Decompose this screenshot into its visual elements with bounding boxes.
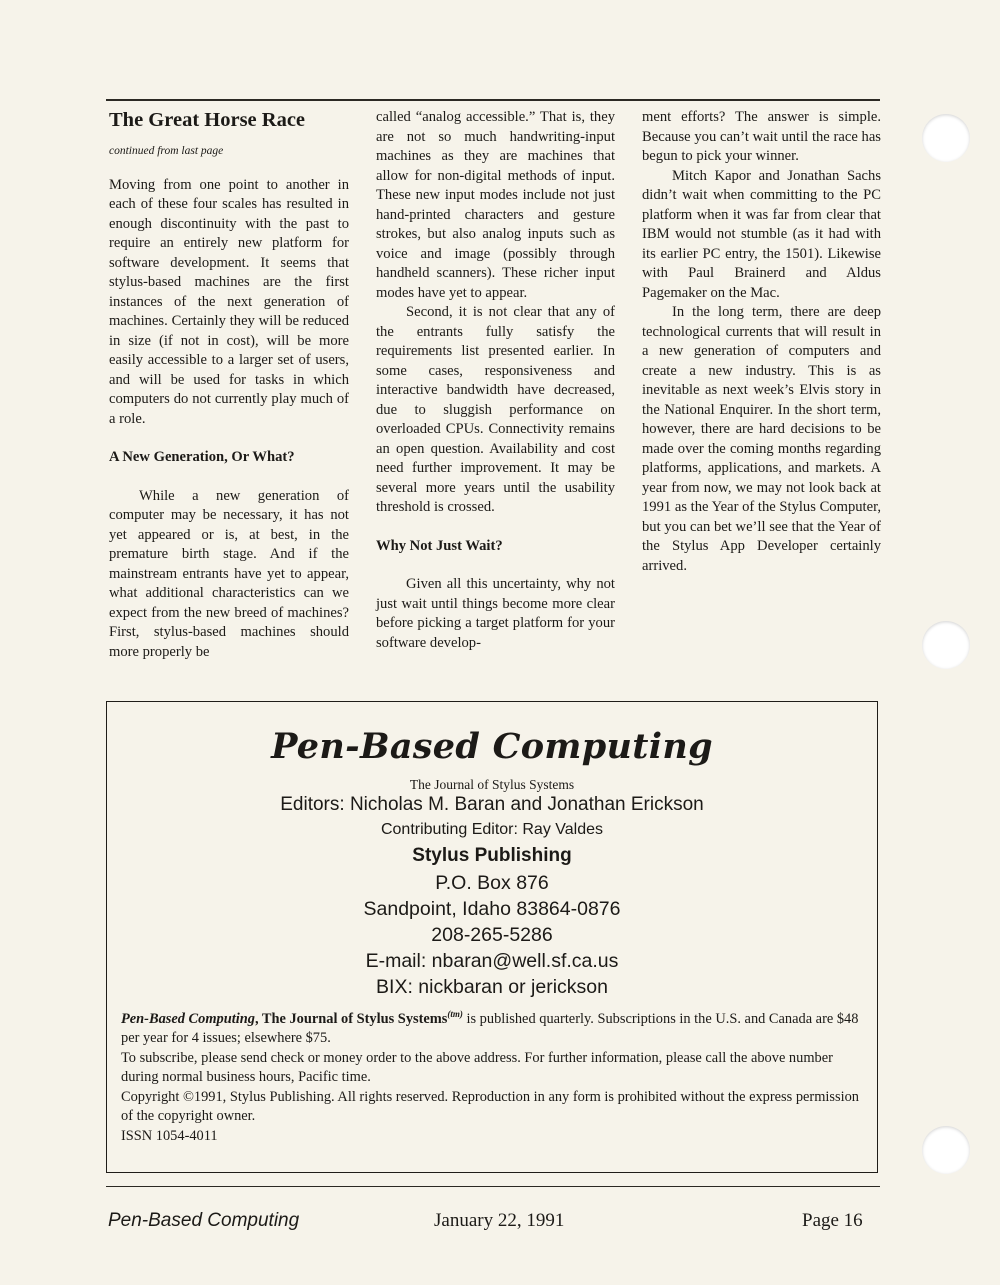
subscription-text: is published quarterly. Subscriptions in the U.S. and Canada are $48 per year for 4 issues; elsewhere $75.	[121, 1010, 859, 1047]
article-title: The Great Horse Race	[109, 109, 306, 131]
trademark-mark: (tm)	[447, 1009, 463, 1019]
paragraph: Mitch Kapor and Jonathan Sachs didn’t wait when committing to the PC platform when it was far from clear that IBM would not stumble (as it had with its earlier PC entry, the 1501). Likewise with Paul Brainerd and Aldus Pagemaker on the Mac.	[642, 167, 881, 301]
column-1	[109, 108, 349, 662]
top-rule	[106, 99, 880, 101]
subscribe-note: To subscribe, please send check or money order to the above address. For further information, please call the above number during normal business hours, Pacific time.	[121, 1049, 833, 1086]
bottom-rule	[106, 1186, 880, 1187]
paragraph: ment efforts? The answer is simple. Because you can’t wait until the race has begun to pick your winner.	[642, 109, 881, 164]
masthead-editors: Editors: Nicholas M. Baran and Jonathan Erickson	[280, 794, 704, 815]
section-heading: A New Generation, Or What?	[109, 449, 295, 465]
masthead-contributing-editor: Contributing Editor: Ray Valdes	[380, 821, 604, 838]
paragraph: called “analog accessible.” That is, they are not so much handwriting-input machines as they are machines that allow for non-digital methods of input. These new input modes include not just hand-printed characters and gesture strokes, but also analog inputs such as voice and image (possibly through handheld scanners). These richer input modes have yet to appear.	[376, 109, 615, 301]
footer-publication: Pen-Based Computing	[108, 1210, 300, 1231]
masthead-email: E-mail: nbaran@well.sf.ca.us	[365, 950, 619, 972]
paragraph: While a new generation of computer may be necessary, it has not yet appeared or is, at best, in the premature birth stage. And if the mainstream entrants have yet to appear, what additional characteristics can we expect from the new breed of machines? First, stylus-based machines should more properly be	[109, 487, 349, 660]
masthead-title: Pen-Based Computing	[271, 726, 713, 767]
paragraph: Moving from one point to another in each of these four scales has resulted in enough discontinuity with the past to require an entirely new platform for software development. It seems that stylus-based machines are the first instances of the next generation of machines. Certainly they will be reduced in size (if not in cost), will be more easily accessible to a larger set of users, and will be used for tasks in which computers do not currently play much of a role.	[109, 176, 349, 427]
column-3	[642, 108, 881, 576]
copyright-note: Copyright ©1991, Stylus Publishing. All rights reserved. Reproduction in any form is prohibited without the express permission of the copyright owner.	[121, 1088, 860, 1125]
subscription-note	[121, 1005, 863, 1049]
paragraph: Second, it is not clear that any of the entrants fully satisfy the requirements list presented earlier. In some cases, responsiveness and interactive bandwidth have decreased, due to sluggish performance on overloaded CPUs. Connectivity remains an open question. Availability and cost need further improvement. It may be several more years until the usability threshold is crossed.	[376, 304, 615, 515]
journal-name: , The Journal of Stylus Systems	[254, 1010, 448, 1027]
masthead-notes	[121, 1005, 863, 1146]
masthead-phone: 208-265-5286	[431, 924, 553, 946]
masthead-city: Sandpoint, Idaho 83864-0876	[363, 898, 621, 920]
binder-hole-middle	[922, 621, 970, 669]
issn: ISSN 1054-4011	[121, 1127, 218, 1144]
footer-date: January 22, 1991	[434, 1210, 565, 1231]
publication-name: Pen-Based Computing	[121, 1010, 255, 1027]
paragraph: In the long term, there are deep technological currents that will result in a new generation of computers and create a new industry. This is as inevitable as next week’s Elvis story in the National Enquirer. In the short term, however, there are hard decisions to be made over the coming months regarding platforms, applications, and markets. A year from now, we may not look back at 1991 as the Year of the Stylus Computer, but you can bet we’ll see that the Year of the Stylus App Developer certainly arrived.	[642, 304, 881, 574]
binder-hole-bottom	[922, 1126, 970, 1174]
column-2	[376, 108, 615, 653]
section-heading: Why Not Just Wait?	[376, 537, 503, 554]
paragraph: Given all this uncertainty, why not just wait until things become more clear before picking a target platform for your software develop-	[376, 576, 615, 651]
masthead-subtitle: The Journal of Stylus Systems	[409, 777, 575, 792]
masthead-publisher: Stylus Publishing	[412, 845, 572, 866]
continued-note: continued from last page	[109, 145, 224, 157]
masthead-po-box: P.O. Box 876	[435, 872, 549, 894]
masthead-bix: BIX: nickbaran or jerickson	[376, 976, 608, 998]
footer-page-number: Page 16	[802, 1210, 863, 1231]
binder-hole-top	[922, 114, 970, 162]
masthead-box	[106, 701, 878, 1173]
